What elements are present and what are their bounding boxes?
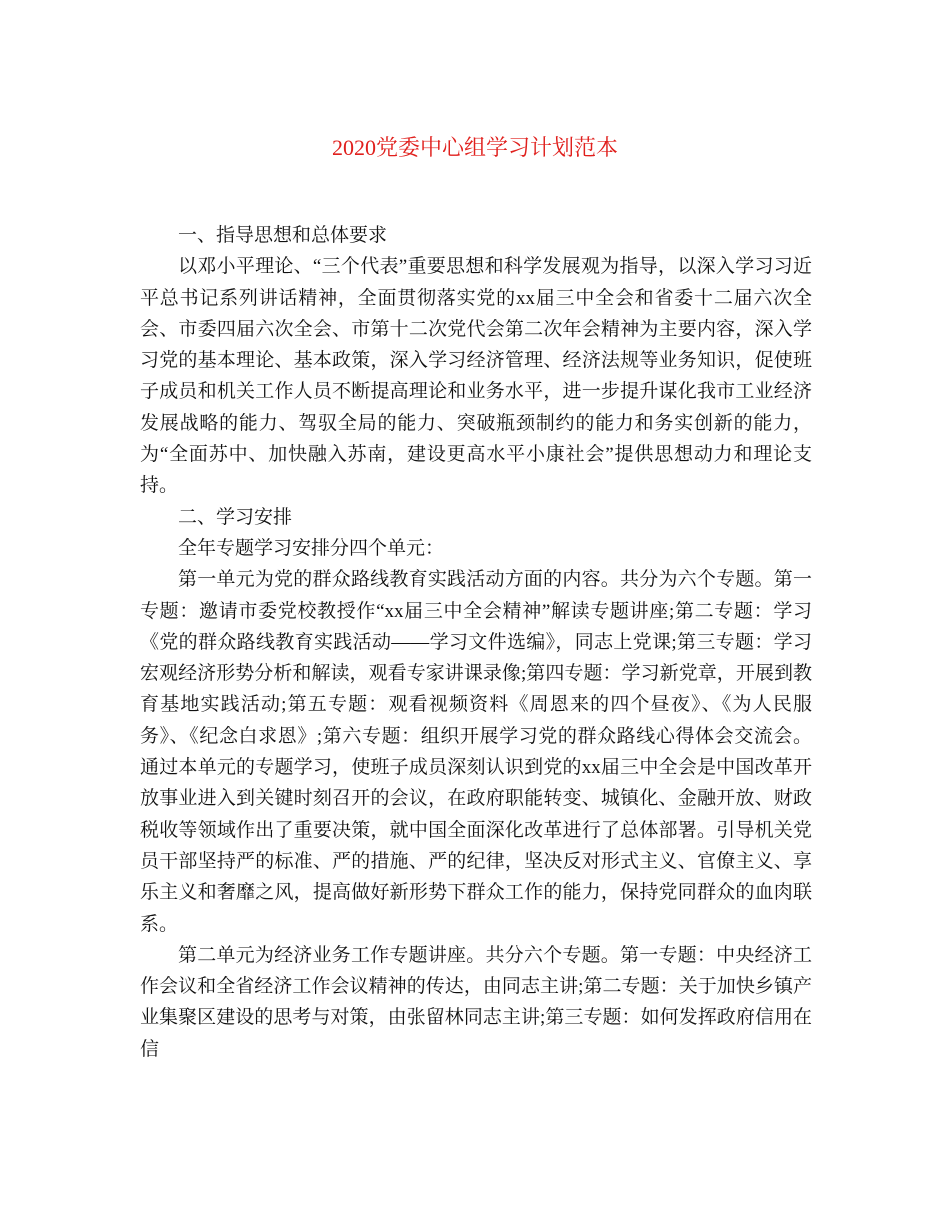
paragraph-unit-one: 第一单元为党的群众路线教育实践活动方面的内容。共分为六个专题。第一专题：邀请市委党校教授作“xx届三中全会精神”解读专题讲座;第二专题：学习《党的群众路线教育实践活动——学习文件选编》，同志上党课;第三专题：学习宏观经济形势分析和解读，观看专家讲课录像;第四专题：学习新党章，开展到教育基地实践活动;第五专题：观看视频资料《周恩来的四个昼夜》、《为人民服务》、《纪念白求恩》;第六专题：组织开展学习党的群众路线心得体会交流会。 通过本单元的专题学习，使班子成员深刻认识到党的xx届三中全会是中国改革开放事业进入到关键时刻召开的会议，在政府职能转变、城镇化、金融开放、财政税收等领域作出了重要决策，就中国全面深化改革进行了总体部署。引导机关党员干部坚持严的标准、严的措施、严的纪律，坚决反对形式主义、官僚主义、享乐主义和奢靡之风，提高做好新形势下群众工作的能力，保持党同群众的血肉联系。	[140, 569, 812, 935]
document-title: 2020党委中心组学习计划范本	[331, 135, 618, 160]
paragraph-guiding-thought: 以邓小平理论、“三个代表”重要思想和科学发展观为指导，以深入学习习近平总书记系列讲话精神，全面贯彻落实党的xx届三中全会和省委十二届六次全会、市委四届六次全会、市第十二次党代会第二次年会精神为主要内容，深入学习党的基本理论、基本政策，深入学习经济管理、经济法规等业务知识，促使班子成员和机关工作人员不断提高理论和业务水平，进一步提升谋化我市工业经济发展战略的能力、驾驭全局的能力、突破瓶颈制约的能力和务实创新的能力，为“全面苏中、加快融入苏南，建设更高水平小康社会”提供思想动力和理论支持。	[140, 256, 812, 497]
document-body	[140, 220, 812, 1065]
heading-study-arrangement: 二、学习安排	[178, 506, 293, 528]
paragraph-units-intro: 全年专题学习安排分四个单元：	[178, 537, 445, 559]
paragraph-unit-two: 第二单元为经济业务工作专题讲座。共分六个专题。第一专题：中央经济工作会议和全省经济工作会议精神的传达，由同志主讲;第二专题：关于加快乡镇产业集聚区建设的思考与对策，由张留林同志主讲;第三专题：如何发挥政府信用在信	[140, 944, 812, 1060]
heading-guiding-thought: 一、指导思想和总体要求	[178, 225, 388, 246]
